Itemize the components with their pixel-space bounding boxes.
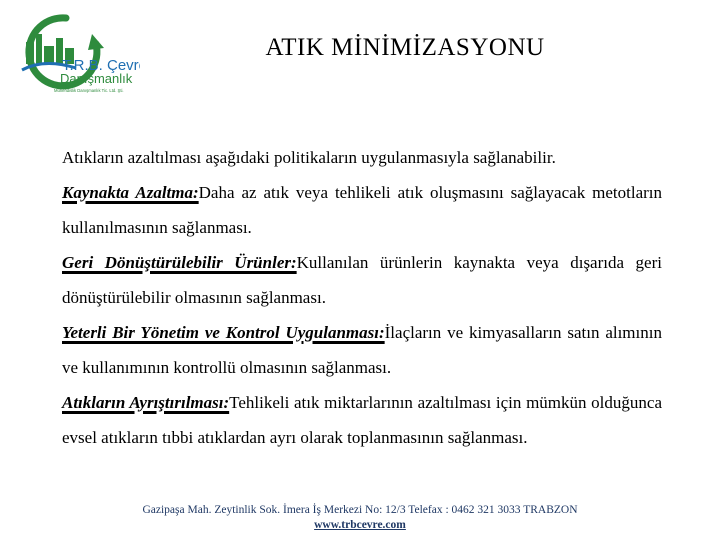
slide-content <box>62 140 662 455</box>
item-term: Kaynakta Azaltma: <box>62 183 199 202</box>
item-kaynakta-azaltma <box>62 175 662 245</box>
intro-paragraph: Atıkların azaltılması aşağıdaki politikaların uygulanmasıyla sağlanabilir. <box>62 148 556 167</box>
logo-graphic <box>4 4 140 96</box>
slide-title: ATIK MİNİMİZASYONU <box>265 34 545 61</box>
logo-brand-line1: T.R.B. Çevre <box>62 57 140 74</box>
item-text: Daha az atık veya tehlikeli atık oluşmasını sağlayacak metotların kullanılmasının sağlanması. <box>62 183 662 237</box>
item-term: Geri Dönüştürülebilir Ürünler: <box>62 253 297 272</box>
item-text: Kullanılan ürünlerin kaynakta veya dışarıda geri dönüştürülebilir olmasının sağlanması. <box>62 253 662 307</box>
item-geri-donusturulebilir <box>62 245 662 315</box>
item-term: Atıkların Ayrıştırılması: <box>62 393 230 412</box>
item-text: İlaçların ve kimyasalların satın alımının ve kullanımının kontrollü olmasının sağlanması. <box>62 323 662 377</box>
item-text: Tehlikeli atık miktarlarının azaltılması için mümkün olduğunca evsel atıkların tıbbi atıklardan ayrı olarak toplanmasının sağlanması. <box>62 393 662 447</box>
item-yeterli-yonetim <box>62 315 662 385</box>
item-term: Yeterli Bir Yönetim ve Kontrol Uygulanması: <box>62 323 385 342</box>
logo-tagline: Mühendislik Danışmanlık Tic. Ltd. Şti. <box>54 88 124 93</box>
footer <box>80 503 640 533</box>
footer-website-link[interactable]: www.trbcevre.com <box>314 519 406 531</box>
logo-brand-line2: Danışmanlık <box>60 71 133 86</box>
footer-address: Gazipaşa Mah. Zeytinlik Sok. İmera İş Merkezi No: 12/3 Telefax : 0462 321 3033 TRABZON <box>142 504 578 516</box>
company-logo <box>4 4 140 96</box>
item-atik-ayristirma <box>62 385 662 455</box>
